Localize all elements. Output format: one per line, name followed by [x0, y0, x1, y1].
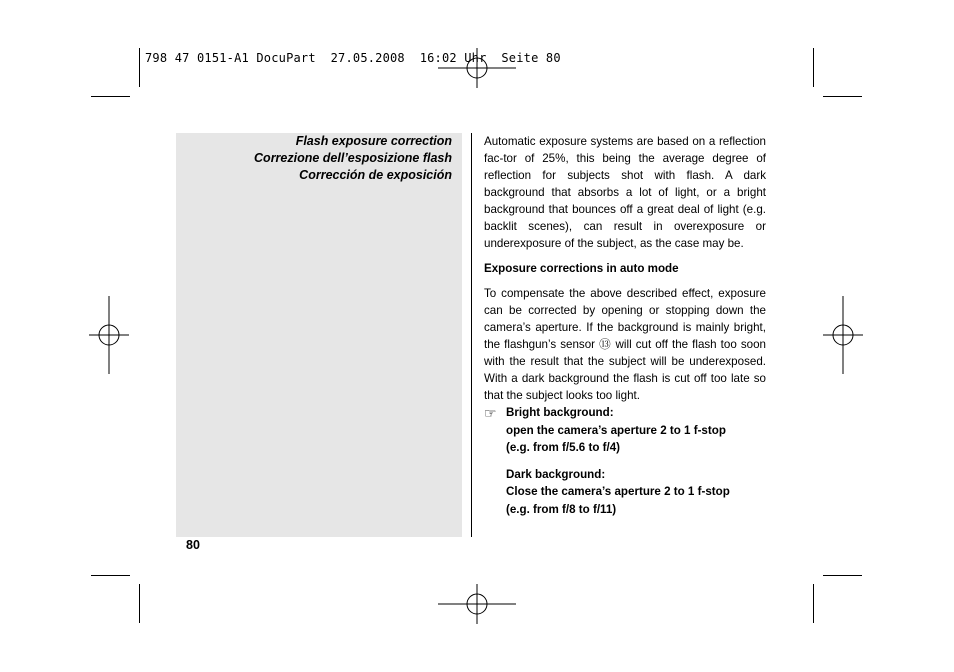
bright-background-tip	[506, 404, 766, 457]
dark-background-tip	[506, 466, 766, 519]
page-number: 80	[186, 538, 200, 552]
section-heading: Exposure corrections in auto mode	[484, 262, 679, 275]
registration-mark-icon	[438, 584, 516, 624]
registration-mark-icon	[823, 296, 863, 374]
crop-mark	[91, 96, 130, 97]
registration-mark-icon	[89, 296, 129, 374]
tip-block	[484, 404, 766, 518]
tip-label: Dark background:	[506, 467, 606, 481]
title-spanish: Corrección de exposición	[299, 168, 452, 182]
sidebar-panel	[176, 133, 462, 537]
crop-mark	[91, 575, 130, 576]
crop-mark	[823, 575, 862, 576]
crop-mark	[813, 48, 814, 87]
main-text	[484, 133, 766, 404]
crop-mark	[139, 48, 140, 87]
paragraph-intro: Automatic exposure systems are based on a reflection fac-tor of 25%, this being the average degree of reflection for subjects shot with flash. A dark background that absorbs a lot of light, or a bright background that bounces off a great deal of light (e.g. backlit scenes), can result in overexposure or underexposure of the subject, as the case may be.	[484, 135, 766, 250]
title-english: Flash exposure correction	[295, 134, 452, 148]
section-titles	[254, 133, 452, 184]
paragraph-compensation: To compensate the above described effect, exposure can be corrected by opening or stopping down the camera’s aperture. If the background is mainly bright, the flashgun’s sensor ⑬ will cut off the flash too soon with the result that the subject will be underexposed. With a dark background the flash is cut off too late so that the subject looks too light.	[484, 287, 766, 402]
tip-line: (e.g. from f/5.6 to f/4)	[506, 441, 621, 454]
title-italian: Correzione dell’esposizione flash	[254, 151, 452, 165]
crop-mark	[813, 584, 814, 623]
crop-mark	[139, 584, 140, 623]
tip-label: Bright background:	[506, 406, 614, 419]
crop-mark	[823, 96, 862, 97]
tip-line: (e.g. from f/8 to f/11)	[506, 502, 617, 516]
pointing-hand-icon: ☞	[484, 406, 497, 422]
tip-line: open the camera’s aperture 2 to 1 f-stop	[506, 423, 726, 437]
column-divider	[471, 133, 472, 537]
registration-mark-icon	[438, 48, 516, 88]
tip-line: Close the camera’s aperture 2 to 1 f-stop	[506, 485, 730, 498]
printer-slug: 798 47 0151-A1 DocuPart 27.05.2008 16:02 Uhr Seite 80	[145, 51, 561, 65]
